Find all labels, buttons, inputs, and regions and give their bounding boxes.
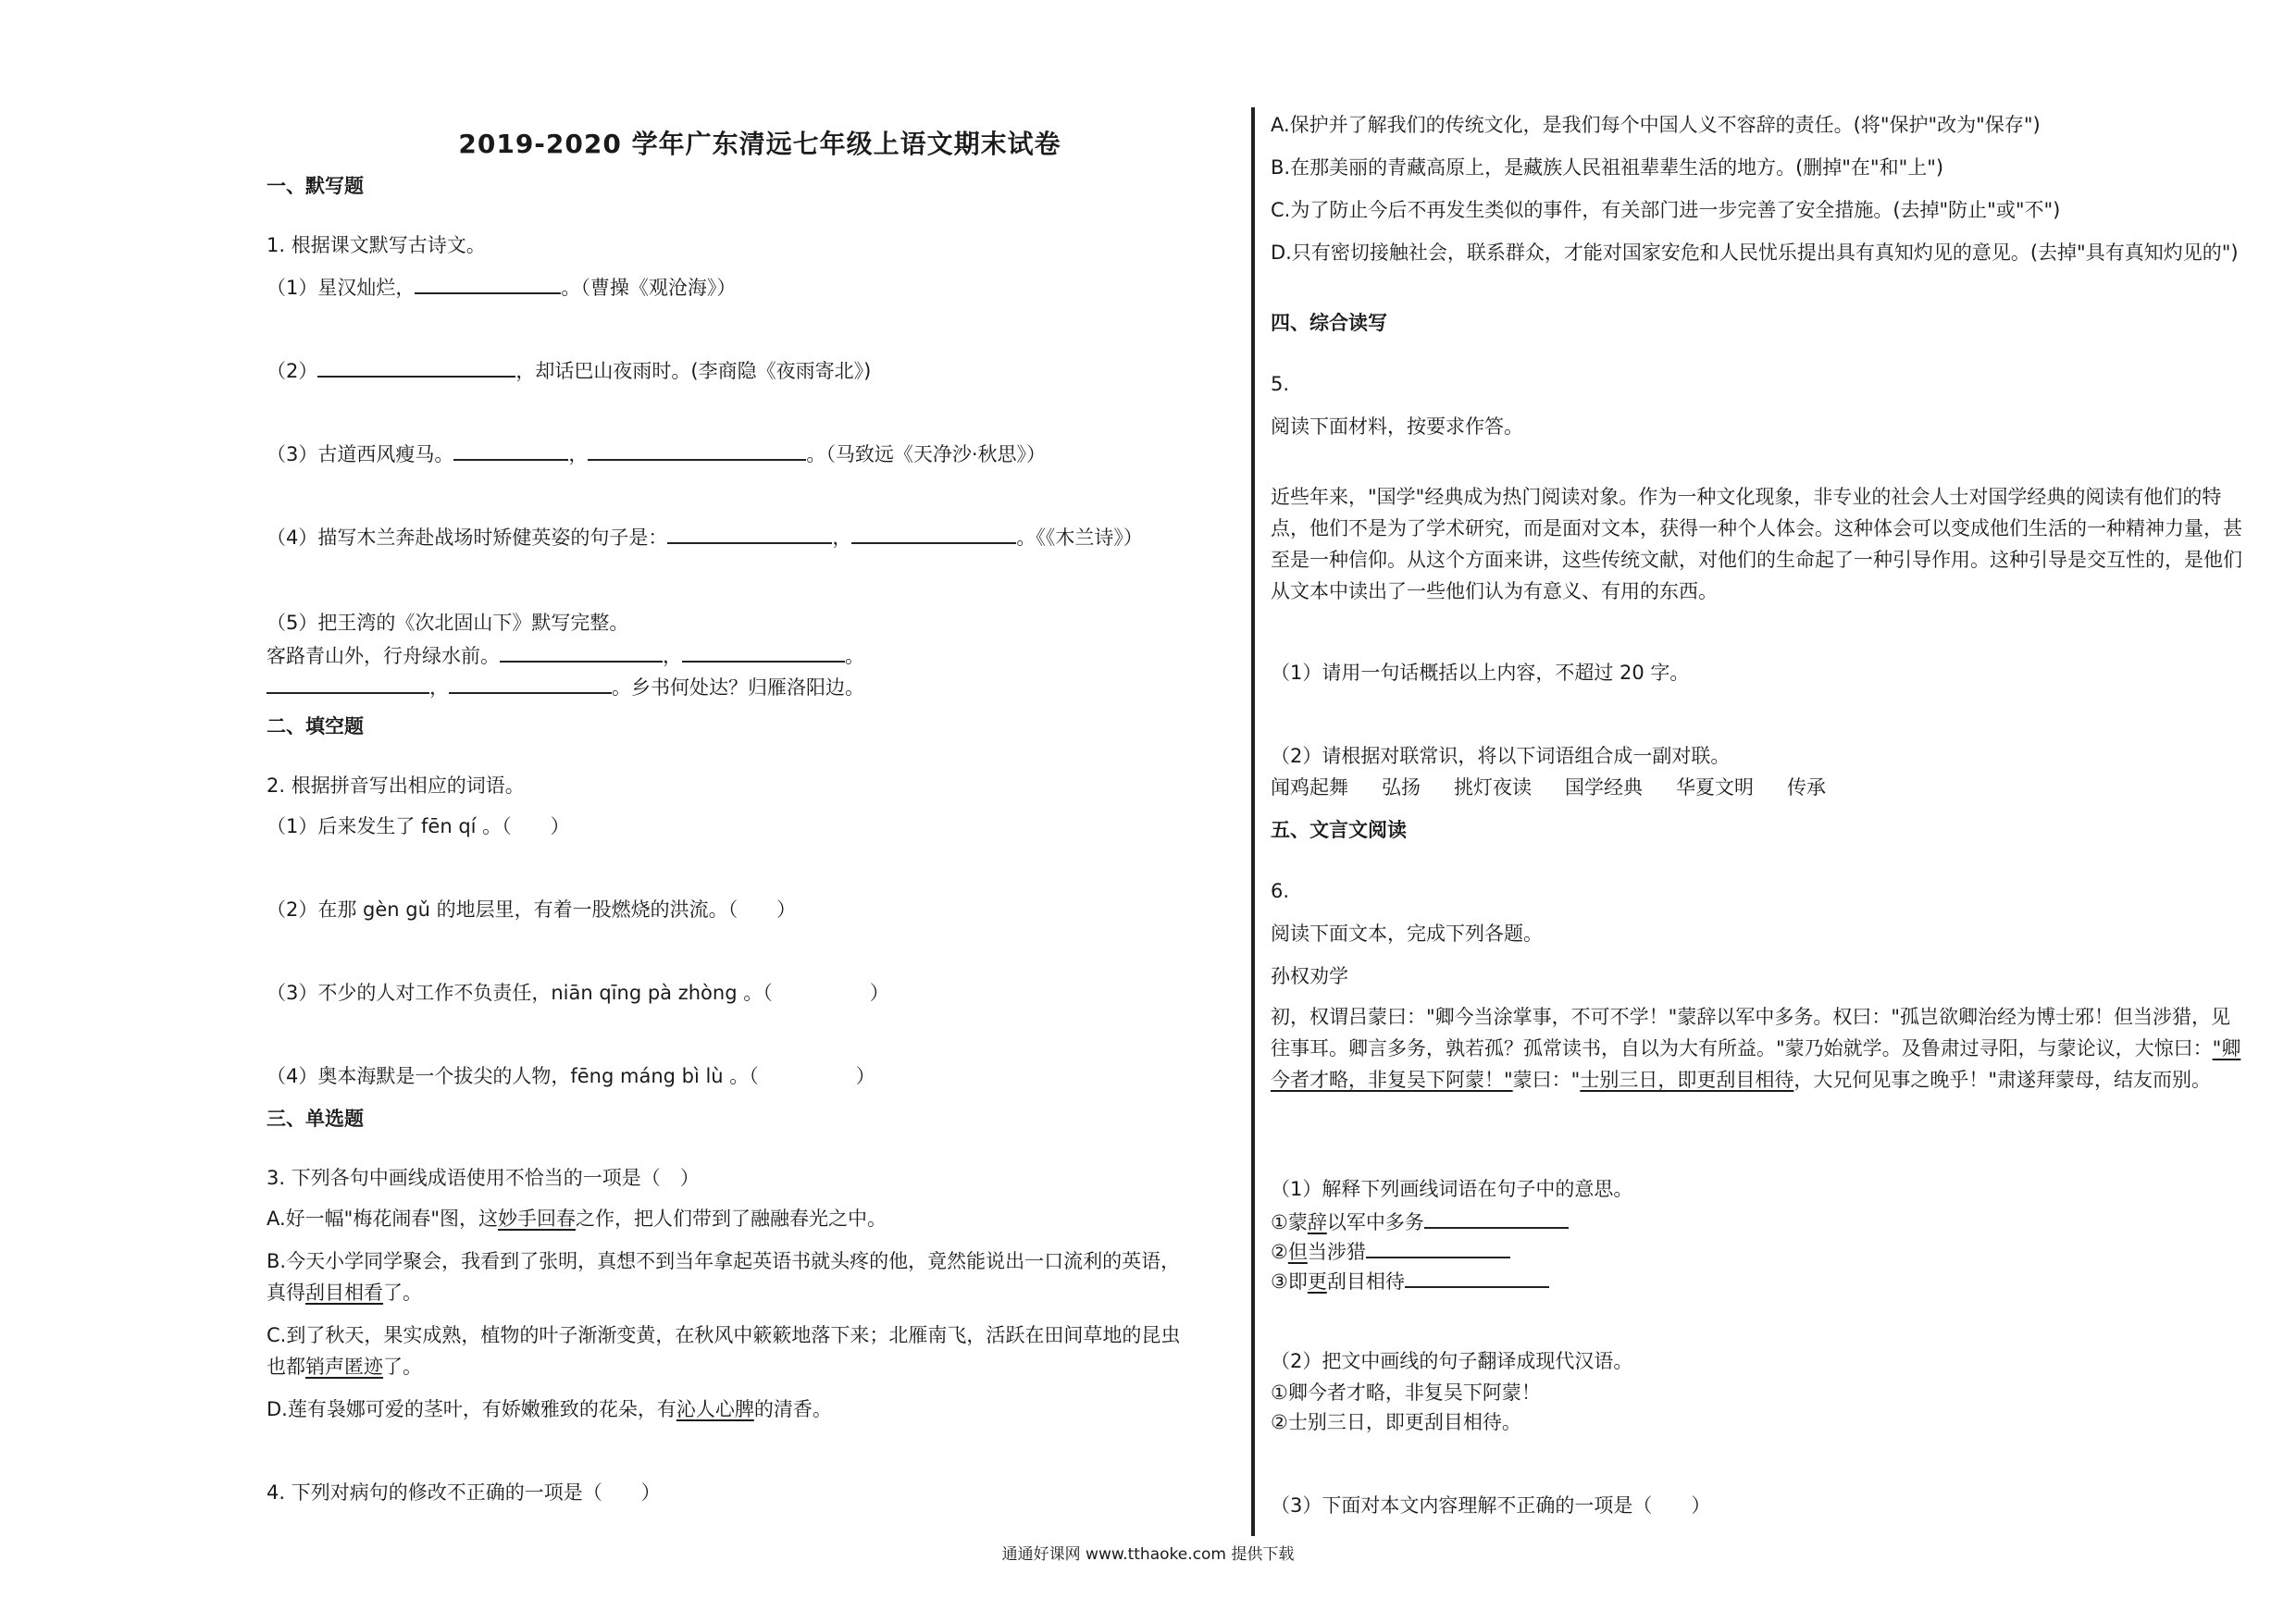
q1-5-line2: ， 。乡书何处达？归雁洛阳边。	[267, 672, 864, 701]
q5-word-bank	[1271, 774, 1826, 801]
q4-stem: 4. 下列对病句的修改不正确的一项是（ ）	[267, 1481, 661, 1504]
q5-1: （1）请用一句话概括以上内容，不超过 20 字。	[1271, 662, 1690, 684]
answer-blank[interactable]	[415, 272, 561, 294]
q2-1: （1）后来发生了 fēn qí 。（ ）	[267, 815, 570, 837]
q5-passage: 近些年来，"国学"经典成为热门阅读对象。作为一种文化现象，非专业的社会人士对国学经典的阅读有他们的特点，他们不是为了学术研究，而是面对文本，获得一种个人体会。这种体会可以变成他们生活的一种精神力量，甚至是一种信仰。从这个方面来讲，这些传统文献，对他们的生命起了一种引导作用。这种引导是交互性的，是他们从文本中读出了一些他们认为有意义、有用的东西。	[1271, 486, 2242, 602]
column-divider	[1251, 107, 1255, 1536]
q6-passage: 初，权谓吕蒙曰："卿今当涂掌事，不可不学！"蒙辞以军中多务。权曰："孤岂欲卿治经为博士邪！但当涉猎，见往事耳。卿言多务，孰若孤？孤常读书，自以为大有所益。"蒙乃始就学。及鲁肃过寻阳，与蒙论议，大惊曰："卿今者才略，非复吴下阿蒙！"蒙曰："士别三日，即更刮目相待，大兄何见事之晚乎！"肃遂拜蒙母，结友而别。	[1271, 1006, 2241, 1091]
q1-4: （4）描写木兰奔赴战场时矫健英姿的句子是： ， 。《《木兰诗》）	[267, 522, 1143, 551]
page-footer: 通通好课网 www.tthaoke.com 提供下载	[1001, 1545, 1295, 1564]
answer-blank[interactable]	[1405, 1266, 1549, 1288]
q5-2: （2）请根据对联常识，将以下词语组合成一副对联。	[1271, 745, 1731, 767]
q3-stem: 3. 下列各句中画线成语使用不恰当的一项是（ ）	[267, 1167, 700, 1189]
answer-blank[interactable]	[682, 640, 845, 663]
q1-2: （2） ，却话巴山夜雨时。(李商隐《夜雨寄北》)	[267, 355, 871, 385]
q5-number: 5.	[1271, 373, 1290, 395]
q6-2: （2）把文中画线的句子翻译成现代汉语。	[1271, 1350, 1633, 1372]
q3-option-b-line1: B.今天小学同学聚会，我看到了张明，真想不到当年拿起英语书就头疼的他，竟然能说出一口流利的英语，	[267, 1250, 1181, 1272]
answer-blank[interactable]	[1424, 1207, 1569, 1229]
q3-option-d: D.莲有袅娜可爱的茎叶，有娇嫩雅致的花朵，有沁人心脾的清香。	[267, 1398, 832, 1420]
q6-number: 6.	[1271, 880, 1290, 902]
word-item: 华夏文明	[1676, 776, 1754, 799]
q4-option-a: A.保护并了解我们的传统文化，是我们每个中国人义不容辞的责任。(将"保护"改为"保存")	[1271, 114, 2041, 136]
page-title: 2019-2020 学年广东清远七年级上语文期末试卷	[458, 129, 1061, 159]
section-5-heading: 五、文言文阅读	[1271, 819, 1407, 841]
q4-option-c: C.为了防止今后不再发生类似的事件，有关部门进一步完善了安全措施。(去掉"防止"或"不")	[1271, 199, 2061, 221]
q4-option-b: B.在那美丽的青藏高原上，是藏族人民祖祖辈辈生活的地方。(删掉"在"和"上")	[1271, 156, 1944, 179]
word-item: 传承	[1787, 776, 1826, 799]
answer-blank[interactable]	[449, 672, 612, 694]
answer-blank[interactable]	[267, 672, 429, 694]
q3-option-b-line2: 真得刮目相看了。	[267, 1282, 422, 1304]
q6-1-b: ②但当涉猎	[1271, 1236, 1510, 1266]
section-3-heading: 三、单选题	[267, 1108, 364, 1130]
answer-blank[interactable]	[851, 522, 1016, 544]
q6-stem: 阅读下面文本，完成下列各题。	[1271, 923, 1543, 945]
q6-1-a: ①蒙辞以军中多务	[1271, 1207, 1569, 1236]
q6-2-a: ①卿今者才略，非复吴下阿蒙！	[1271, 1381, 1541, 1404]
q3-option-c-line2: 也都销声匿迹了。	[267, 1356, 422, 1378]
q5-stem: 阅读下面材料，按要求作答。	[1271, 415, 1523, 438]
q4-option-d: D.只有密切接触社会，联系群众，才能对国家安危和人民忧乐提出具有真知灼见的意见。(去掉"具有真知灼见的")	[1271, 242, 2239, 264]
answer-blank[interactable]	[588, 439, 806, 461]
q6-3: （3）下面对本文内容理解不正确的一项是（ ）	[1271, 1494, 1711, 1517]
q2-3: （3）不少的人对工作不负责任，niān qīng pà zhòng 。（ ）	[267, 982, 889, 1004]
q2-stem: 2. 根据拼音写出相应的词语。	[267, 774, 525, 797]
q1-5-stem: （5）把王湾的《次北固山下》默写完整。	[267, 612, 629, 634]
section-2-heading: 二、填空题	[267, 715, 364, 737]
answer-blank[interactable]	[667, 522, 832, 544]
word-item: 挑灯夜读	[1454, 776, 1532, 799]
q1-3: （3）古道西风瘦马。 ， 。（马致远《天净沙·秋思》）	[267, 439, 1046, 468]
q6-2-b: ②士别三日，即更刮目相待。	[1271, 1411, 1521, 1433]
q6-1-c: ③即更刮目相待	[1271, 1266, 1549, 1295]
answer-blank[interactable]	[317, 355, 515, 378]
q6-1: （1）解释下列画线词语在句子中的意思。	[1271, 1178, 1633, 1200]
word-item: 弘扬	[1382, 776, 1421, 799]
answer-blank[interactable]	[453, 439, 568, 461]
word-item: 国学经典	[1565, 776, 1643, 799]
answer-blank[interactable]	[1366, 1236, 1510, 1258]
q1-5-line1: 客路青山外，行舟绿水前。 ， 。	[267, 640, 864, 670]
answer-blank[interactable]	[500, 640, 663, 663]
q6-passage-title: 孙权劝学	[1271, 965, 1348, 987]
q1-stem: 1. 根据课文默写古诗文。	[267, 234, 486, 256]
q3-option-a: A.好一幅"梅花闹春"图，这妙手回春之作，把人们带到了融融春光之中。	[267, 1208, 887, 1230]
section-1-heading: 一、默写题	[267, 175, 364, 197]
q2-4: （4）奥本海默是一个拔尖的人物，fēng máng bì lù 。（ ）	[267, 1065, 875, 1087]
q1-1: （1）星汉灿烂， 。（曹操《观沧海》）	[267, 272, 736, 302]
section-4-heading: 四、综合读写	[1271, 312, 1387, 334]
q2-2: （2）在那 gèn gǔ 的地层里，有着一股燃烧的洪流。（ ）	[267, 898, 797, 921]
word-item: 闻鸡起舞	[1271, 776, 1348, 799]
q3-option-c-line1: C.到了秋天，果实成熟，植物的叶子渐渐变黄，在秋风中簌簌地落下来；北雁南飞，活跃在田间草地的昆虫	[267, 1324, 1181, 1346]
